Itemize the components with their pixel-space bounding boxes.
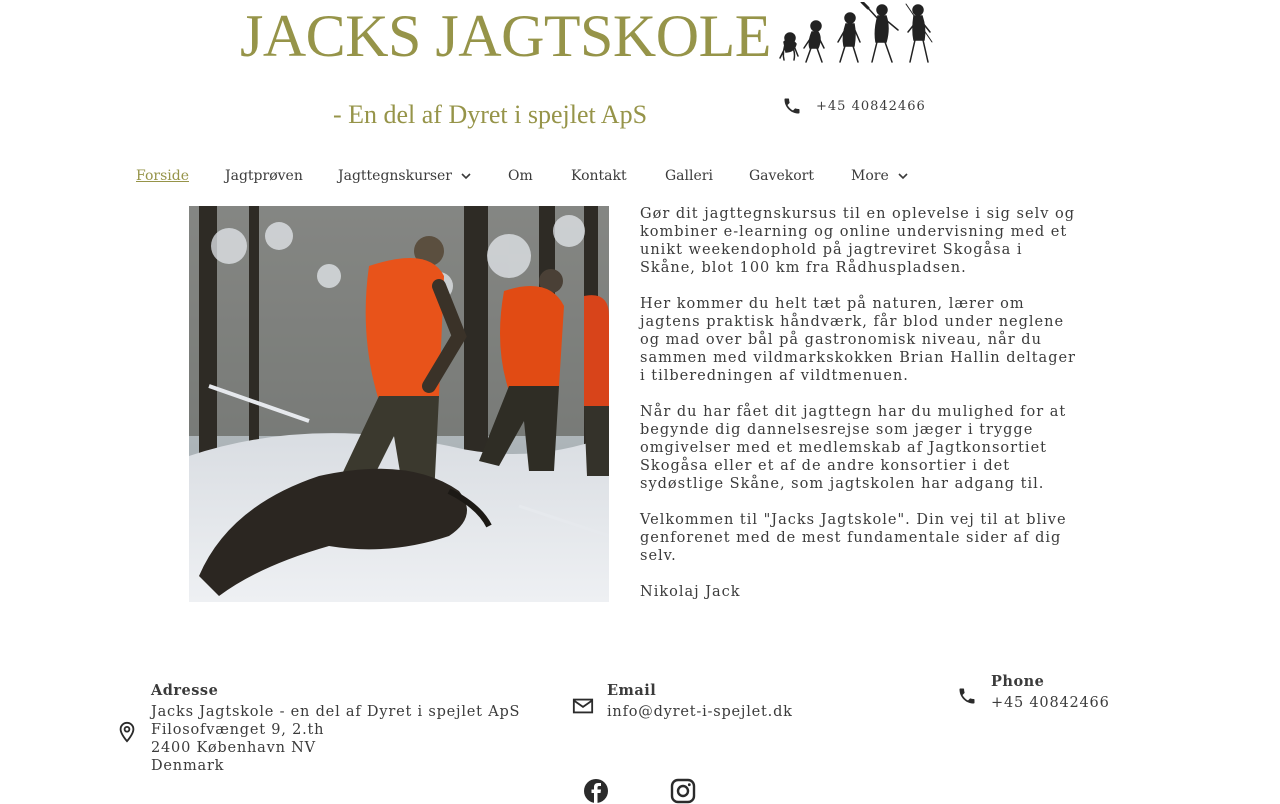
nav-item-label: Jagtprøven: [225, 168, 303, 184]
mail-icon: [572, 696, 594, 716]
nav-item-more[interactable]: [851, 168, 909, 184]
address-line: Jacks Jagtskole - en del af Dyret i spejlet ApS: [151, 704, 521, 720]
footer-address: [116, 682, 520, 775]
intro-paragraph: Velkommen til "Jacks Jagtskole". Din vej til at blive genforenet med de mest fundamentale sider af dig selv.: [640, 512, 1067, 564]
instagram-icon[interactable]: [670, 778, 696, 804]
nav-item-label: Jagttegnskurser: [338, 168, 452, 184]
intro-paragraph: Her kommer du helt tæt på naturen, lærer om jagtens praktisk håndværk, får blod under neglene og mad over bål på gastronomisk niveau, når du sammen med vildmarkskokken Brian Hallin deltager i tilberedningen af vildtmenuen.: [640, 296, 1076, 384]
email-link[interactable]: info@dyret-i-spejlet.dk: [607, 704, 793, 720]
phone-icon: [782, 96, 802, 116]
intro-paragraph: Gør dit jagttegnskursus til en oplevelse i sig selv og kombiner e-learning og online undervisning med et unikt weekendophold på jagtreviret Skogåsa i Skåne, blot 100 km fra Rådhuspladsen.: [640, 206, 1076, 276]
footer-phone: [957, 673, 1110, 712]
nav-item-forside[interactable]: [136, 168, 189, 184]
intro-text: [640, 205, 1080, 619]
phone-link[interactable]: +45 40842466: [991, 695, 1110, 711]
nav-item-label: Galleri: [665, 168, 713, 184]
address-line: 2400 København NV: [151, 740, 316, 756]
address-title: Adresse: [151, 682, 219, 699]
nav-item-label: Gavekort: [749, 168, 814, 184]
phone-icon: [957, 686, 977, 706]
nav-item-jagttegnskurser[interactable]: [338, 168, 472, 184]
nav-item-gavekort[interactable]: [749, 168, 814, 184]
address-line: Denmark: [151, 758, 225, 774]
chevron-down-icon: [897, 170, 909, 182]
evolution-logo[interactable]: [778, 2, 934, 64]
nav-item-om[interactable]: [508, 168, 533, 184]
nav-item-galleri[interactable]: [665, 168, 713, 184]
header-phone-number[interactable]: +45 40842466: [816, 98, 926, 114]
nav-item-label: Om: [508, 168, 533, 184]
intro-paragraph: Når du har fået dit jagttegn har du mulighed for at begynde dig dannelsesrejse som jæger i trygge omgivelser med et medlemskab af Jagtkonsortiet Skogåsa eller et af de andre konsortier i det sydøstlige Skåne, som jagtskolen har adgang til.: [640, 404, 1067, 492]
nav-item-label: Kontakt: [571, 168, 627, 184]
intro-signature: Nikolaj Jack: [640, 584, 741, 600]
footer-email: [572, 682, 793, 721]
nav-item-label: More: [851, 168, 889, 184]
header-phone[interactable]: [782, 96, 926, 116]
nav-item-label: Forside: [136, 168, 189, 184]
hero-image-hunters-in-snow: [189, 206, 609, 602]
site-subtitle: - En del af Dyret i spejlet ApS: [332, 100, 648, 129]
site-title[interactable]: JACKS JAGTSKOLE: [240, 3, 771, 69]
facebook-icon[interactable]: [583, 778, 609, 804]
nav-item-jagtproven[interactable]: [225, 168, 303, 184]
address-line: Filosofvænget 9, 2.th: [151, 722, 325, 738]
phone-title: Phone: [991, 673, 1045, 690]
location-pin-icon: [116, 720, 138, 744]
nav-item-kontakt[interactable]: [571, 168, 627, 184]
chevron-down-icon: [460, 170, 472, 182]
email-title: Email: [607, 682, 657, 699]
